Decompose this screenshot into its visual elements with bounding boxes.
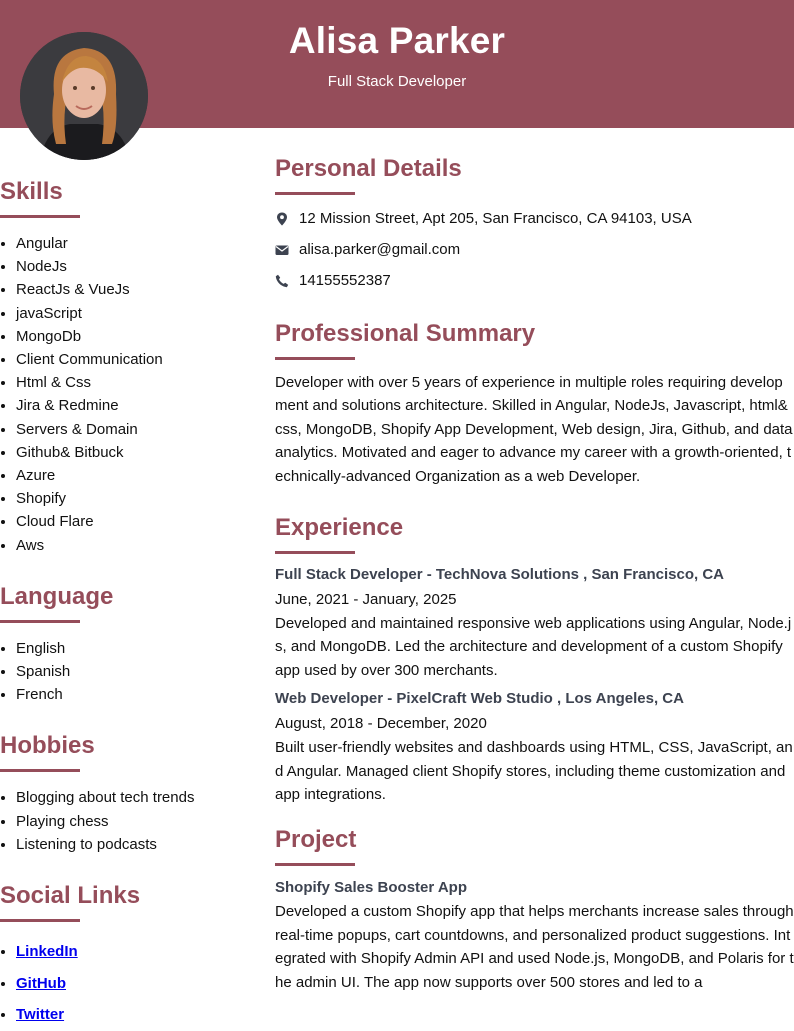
candidate-title: Full Stack Developer [327,73,467,90]
project-section [275,826,794,994]
address-text: 12 Mission Street, Apt 205, San Francisco, CA 94103, USA [299,210,692,227]
hobbies-list [0,786,240,856]
project-title: Shopify Sales Booster App [275,879,467,897]
list-item [16,936,240,968]
list-item: • Spanish [16,660,240,683]
section-divider [275,551,355,554]
list-item: • Azure [16,464,240,487]
social-links-heading: Social Links [0,882,141,910]
list-item: • Jira & Redmine [16,394,240,417]
list-item: • Github& Bitbuck [16,441,240,464]
job-entry [275,566,794,682]
map-marker-icon [275,212,289,226]
job-title: Web Developer - PixelCraft Web Studio , Los Angeles, CA [275,690,684,708]
email-text: alisa.parker@gmail.com [299,241,461,258]
phone-text: 14155552387 [299,272,391,289]
phone-row [275,265,794,296]
job-title: Full Stack Developer - TechNova Solutions , San Francisco, CA [275,566,724,584]
personal-details-section [275,155,794,296]
list-item: • Cloud Flare [16,510,240,533]
list-item: • NodeJs [16,255,240,278]
list-item: • Playing chess [16,810,240,833]
envelope-icon [275,243,289,257]
project-entry [275,879,794,994]
job-description: Built user-friendly websites and dashboards using HTML, CSS, JavaScript, and Angular. Managed client Shopify stores, including theme customization and app integrations. [275,739,793,804]
section-divider [275,863,355,866]
personal-details-heading: Personal Details [275,155,462,182]
list-item: • Blogging about tech trends [16,786,240,809]
job-description: Developed and maintained responsive web applications using Angular, Node.js, and MongoDB. Led the architecture and development of a custom Shopify app used by over 300 merchants. [275,615,792,679]
linkedin-link[interactable]: LinkedIn [16,943,78,961]
list-item: • ReactJs & VueJs [16,278,240,301]
hobbies-heading: Hobbies [0,732,95,760]
candidate-name: Alisa Parker [288,20,506,61]
language-section [0,583,240,707]
language-list [0,637,240,707]
github-link[interactable]: GitHub [16,974,66,992]
profile-photo [20,32,148,160]
address-row [275,203,794,234]
skills-heading: Skills [0,178,63,205]
hobbies-section [0,732,240,856]
project-description: Developed a custom Shopify app that helps merchants increase sales through real-time popups, cart countdowns, and personalized product suggestions. Integrated with Shopify Admin API and used Node.js, MongoDB, and Polaris for the admin UI. The app now supports over 500 stores and led to a [275,903,794,991]
avatar [20,32,148,160]
language-heading: Language [0,582,114,610]
main-content [275,155,794,994]
project-heading: Project [275,826,357,854]
list-item: • Listening to podcasts [16,833,240,856]
phone-icon [275,274,289,288]
section-divider [275,357,355,360]
sidebar [0,178,240,1031]
job-dates: June, 2021 - January, 2025 [275,591,457,609]
list-item: • MongoDb [16,325,240,348]
list-item: • Client Communication [16,348,240,371]
section-divider [0,620,80,623]
list-item: • Html & Css [16,371,240,394]
list-item: • Aws [16,534,240,557]
summary-text: Developer with over 5 years of experience in multiple roles requiring development and solutions architecture. Skilled in Angular, NodeJs, Javascript, html&css, MongoDB, Shopify App Development, Web design, Jira, Github, and data analytics. Motivated and eager to advance my career with a growth-oriented, technically-advanced Organization as a web Developer. [275,374,793,485]
list-item: • Shopify [16,487,240,510]
social-links-section [0,882,240,1031]
list-item: • javaScript [16,302,240,325]
section-divider [0,769,80,772]
section-divider [275,192,355,195]
social-links-list [0,936,240,1031]
experience-heading: Experience [275,514,404,542]
list-item: • Servers & Domain [16,418,240,441]
list-item: • English [16,637,240,660]
section-divider [0,919,80,922]
job-dates: August, 2018 - December, 2020 [275,715,487,733]
list-item [16,968,240,1000]
email-row [275,234,794,265]
professional-summary-heading: Professional Summary [275,320,536,347]
list-item: • Angular [16,232,240,255]
job-entry [275,690,794,806]
twitter-link[interactable]: Twitter [16,1006,65,1024]
list-item [16,999,240,1031]
skills-list [0,232,240,557]
professional-summary-section [275,320,794,488]
list-item: • French [16,683,240,706]
skills-section [0,178,240,557]
section-divider [0,215,80,218]
experience-section [275,514,794,806]
